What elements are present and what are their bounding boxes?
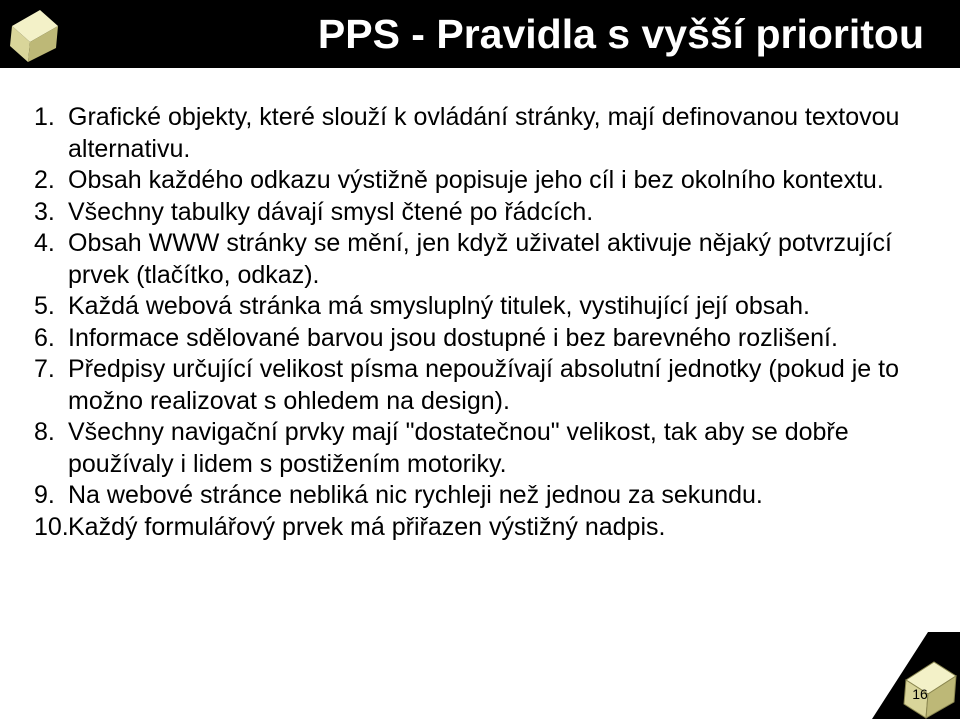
list-item-text: Každá webová stránka má smysluplný titulek, vystihující její obsah. [68,292,811,320]
list-item-number: 6. [34,323,55,352]
list-item-number: 9. [34,481,55,509]
list-item-number: 3. [34,197,55,226]
list-item-text: Informace sdělované barvou jsou dostupné i bez barevného rozlišení. [68,323,838,352]
list-item-number: 8. [34,418,55,446]
corner-cube-icon [872,632,960,719]
list-item [34,417,944,480]
rules-list [34,102,944,543]
list-item-text: Na webové stránce nebliká nic rychleji než jednou za sekundu. [68,481,763,509]
list-item-text: Grafické objekty, které slouží k ovládání stránky, mají definovanou textovou alternativu. [68,103,900,163]
list-item-number: 2. [34,166,55,194]
list-item-text: Každý formulářový prvek má přiřazen výstižný nadpis. [68,512,666,541]
list-item-number: 5. [34,292,55,320]
list-item [34,512,944,544]
list-item [34,354,944,417]
list-item-number: 10. [34,512,69,541]
list-item [34,165,944,197]
list-item [34,197,944,229]
list-item-text: Všechny tabulky dávají smysl čtené po řádcích. [68,197,594,226]
page-number: 16 [912,686,928,702]
list-item [34,291,944,323]
slide-title: PPS - Pravidla s vyšší prioritou [317,11,924,57]
list-item [34,323,944,355]
list-item-number: 7. [34,355,55,383]
list-item-text: Předpisy určující velikost písma nepoužívají absolutní jednotky (pokud je to možno realizovat s ohledem na design). [68,355,899,415]
title-bar [0,0,960,68]
list-item-number: 4. [34,229,55,257]
list-item-text: Obsah WWW stránky se mění, jen když uživatel aktivuje nějaký potvrzující prvek (tlačítko, odkaz). [68,229,892,289]
list-item-text: Všechny navigační prvky mají "dostatečnou" velikost, tak aby se dobře používaly i lidem s postižením motoriky. [68,418,849,478]
list-item [34,102,944,165]
list-item-text: Obsah každého odkazu výstižně popisuje jeho cíl i bez okolního kontextu. [68,166,884,194]
list-item [34,228,944,291]
cube-logo-icon [4,4,64,64]
list-item [34,480,944,512]
list-item-number: 1. [34,103,55,131]
